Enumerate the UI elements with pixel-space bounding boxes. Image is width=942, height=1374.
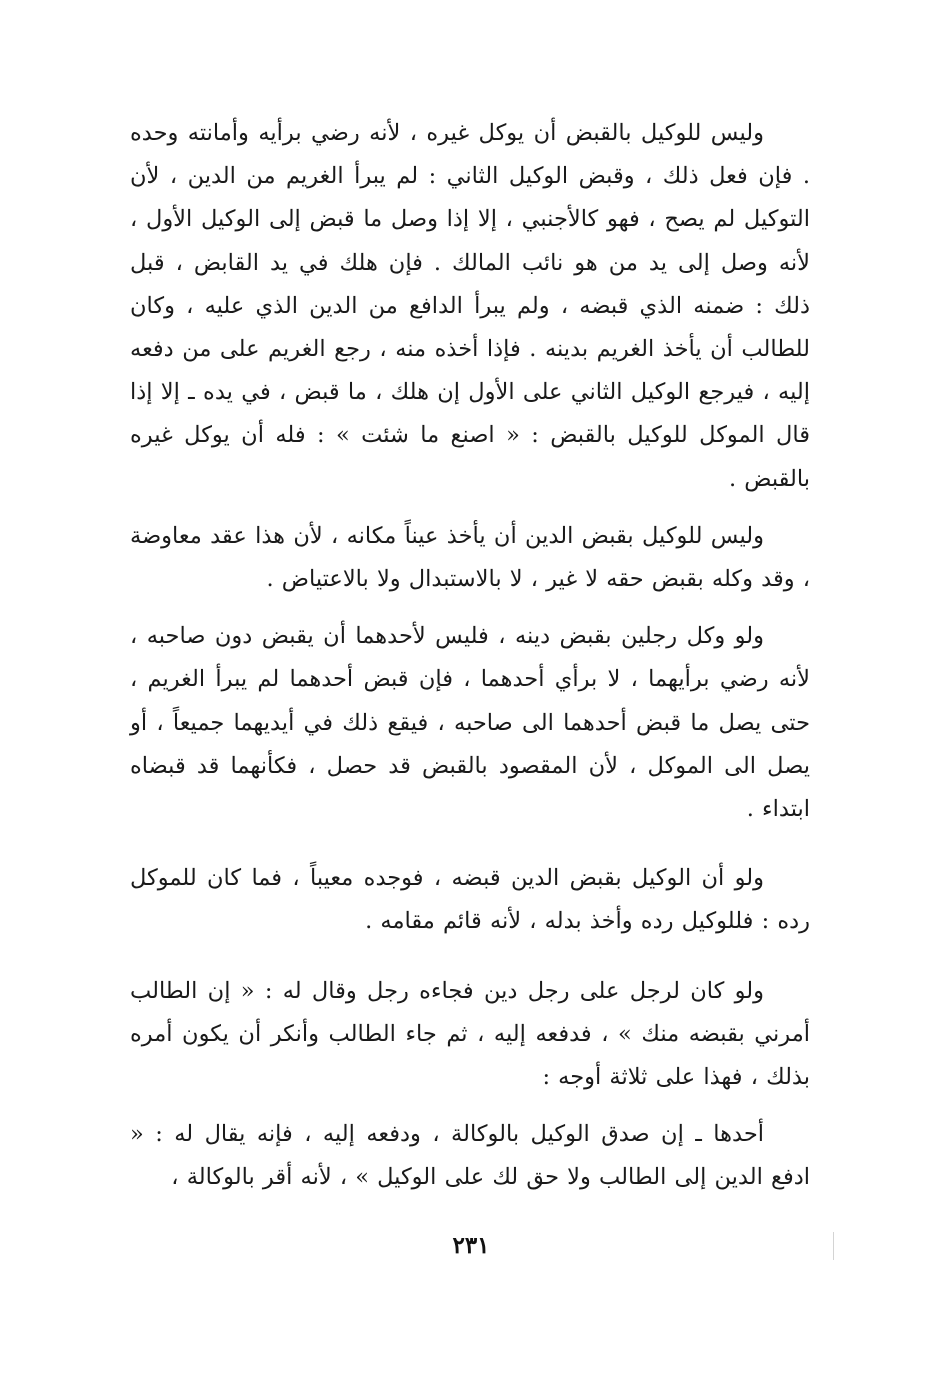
paragraph-1: وليس للوكيل بالقبض أن يوكل غيره ، لأنه رضي برأيه وأمانته وحده . فإن فعل ذلك ، وقبض الوكيل الثاني : لم يبرأ الغريم من الدين ، لأن التوكيل لم يصح ، فهو كالأجنبي ، إلا إذا وصل ما قبض إلى الوكيل الأول ، لأنه وصل إلى يد من هو نائب المالك . فإن هلك في يد القابض ، قبل ذلك : ضمنه الذي قبضه ، ولم يبرأ الدافع من الدين الذي عليه ، وكان للطالب أن يأخذ الغريم بدينه . فإذا أخذه منه ، رجع الغريم على من دفعه إليه ، فيرجع الوكيل الثاني على الأول إن هلك ، ما قبض ، في يده ـ إلا إذا قال الموكل للوكيل بالقبض : « اصنع ما شئت » : فله أن يوكل غيره بالقبض . bbox=[130, 120, 810, 492]
scan-mark bbox=[833, 1232, 834, 1260]
page-number: ٢٣١ bbox=[452, 1232, 490, 1259]
page-body bbox=[130, 112, 810, 1200]
paragraph-3: ولو وكل رجلين بقبض دينه ، فليس لأحدهما أن يقبض دون صاحبه ، لأنه رضي برأيهما ، لا برأي أحدهما ، فإن قبض أحدهما لم يبرأ الغريم ، حتى يصل ما قبض أحدهما الى صاحبه ، فيقع ذلك في أيديهما جميعاً ، أو يصل الى الموكل ، لأن المقصود بالقبض قد حصل ، فكأنهما قد قبضاه ابتداء . bbox=[130, 623, 810, 823]
paragraph-5: ولو كان لرجل على رجل دين فجاءه رجل وقال له : « إن الطالب أمرني بقبضه منك » ، فدفعه إليه ، ثم جاء الطالب وأنكر أن يكون أمره بذلك ، فهذا على ثلاثة أوجه : bbox=[130, 977, 810, 1091]
paragraph-6: أحدها ـ إن صدق الوكيل بالوكالة ، ودفعه إليه ، فإنه يقال له : « ادفع الدين إلى الطالب ولا حق لك على الوكيل » ، لأنه أقر بالوكالة ، bbox=[130, 1121, 810, 1191]
paragraph-4: ولو أن الوكيل بقبض الدين قبضه ، فوجده معيباً ، فما كان للموكل رده : فللوكيل رده وأخذ بدله ، لأنه قائم مقامه . bbox=[130, 865, 810, 935]
paragraph-2: وليس للوكيل بقبض الدين أن يأخذ عيناً مكانه ، لأن هذا عقد معاوضة ، وقد وكله بقبض حقه لا غير ، لا بالاستبدال ولا بالاعتياض . bbox=[130, 522, 810, 593]
